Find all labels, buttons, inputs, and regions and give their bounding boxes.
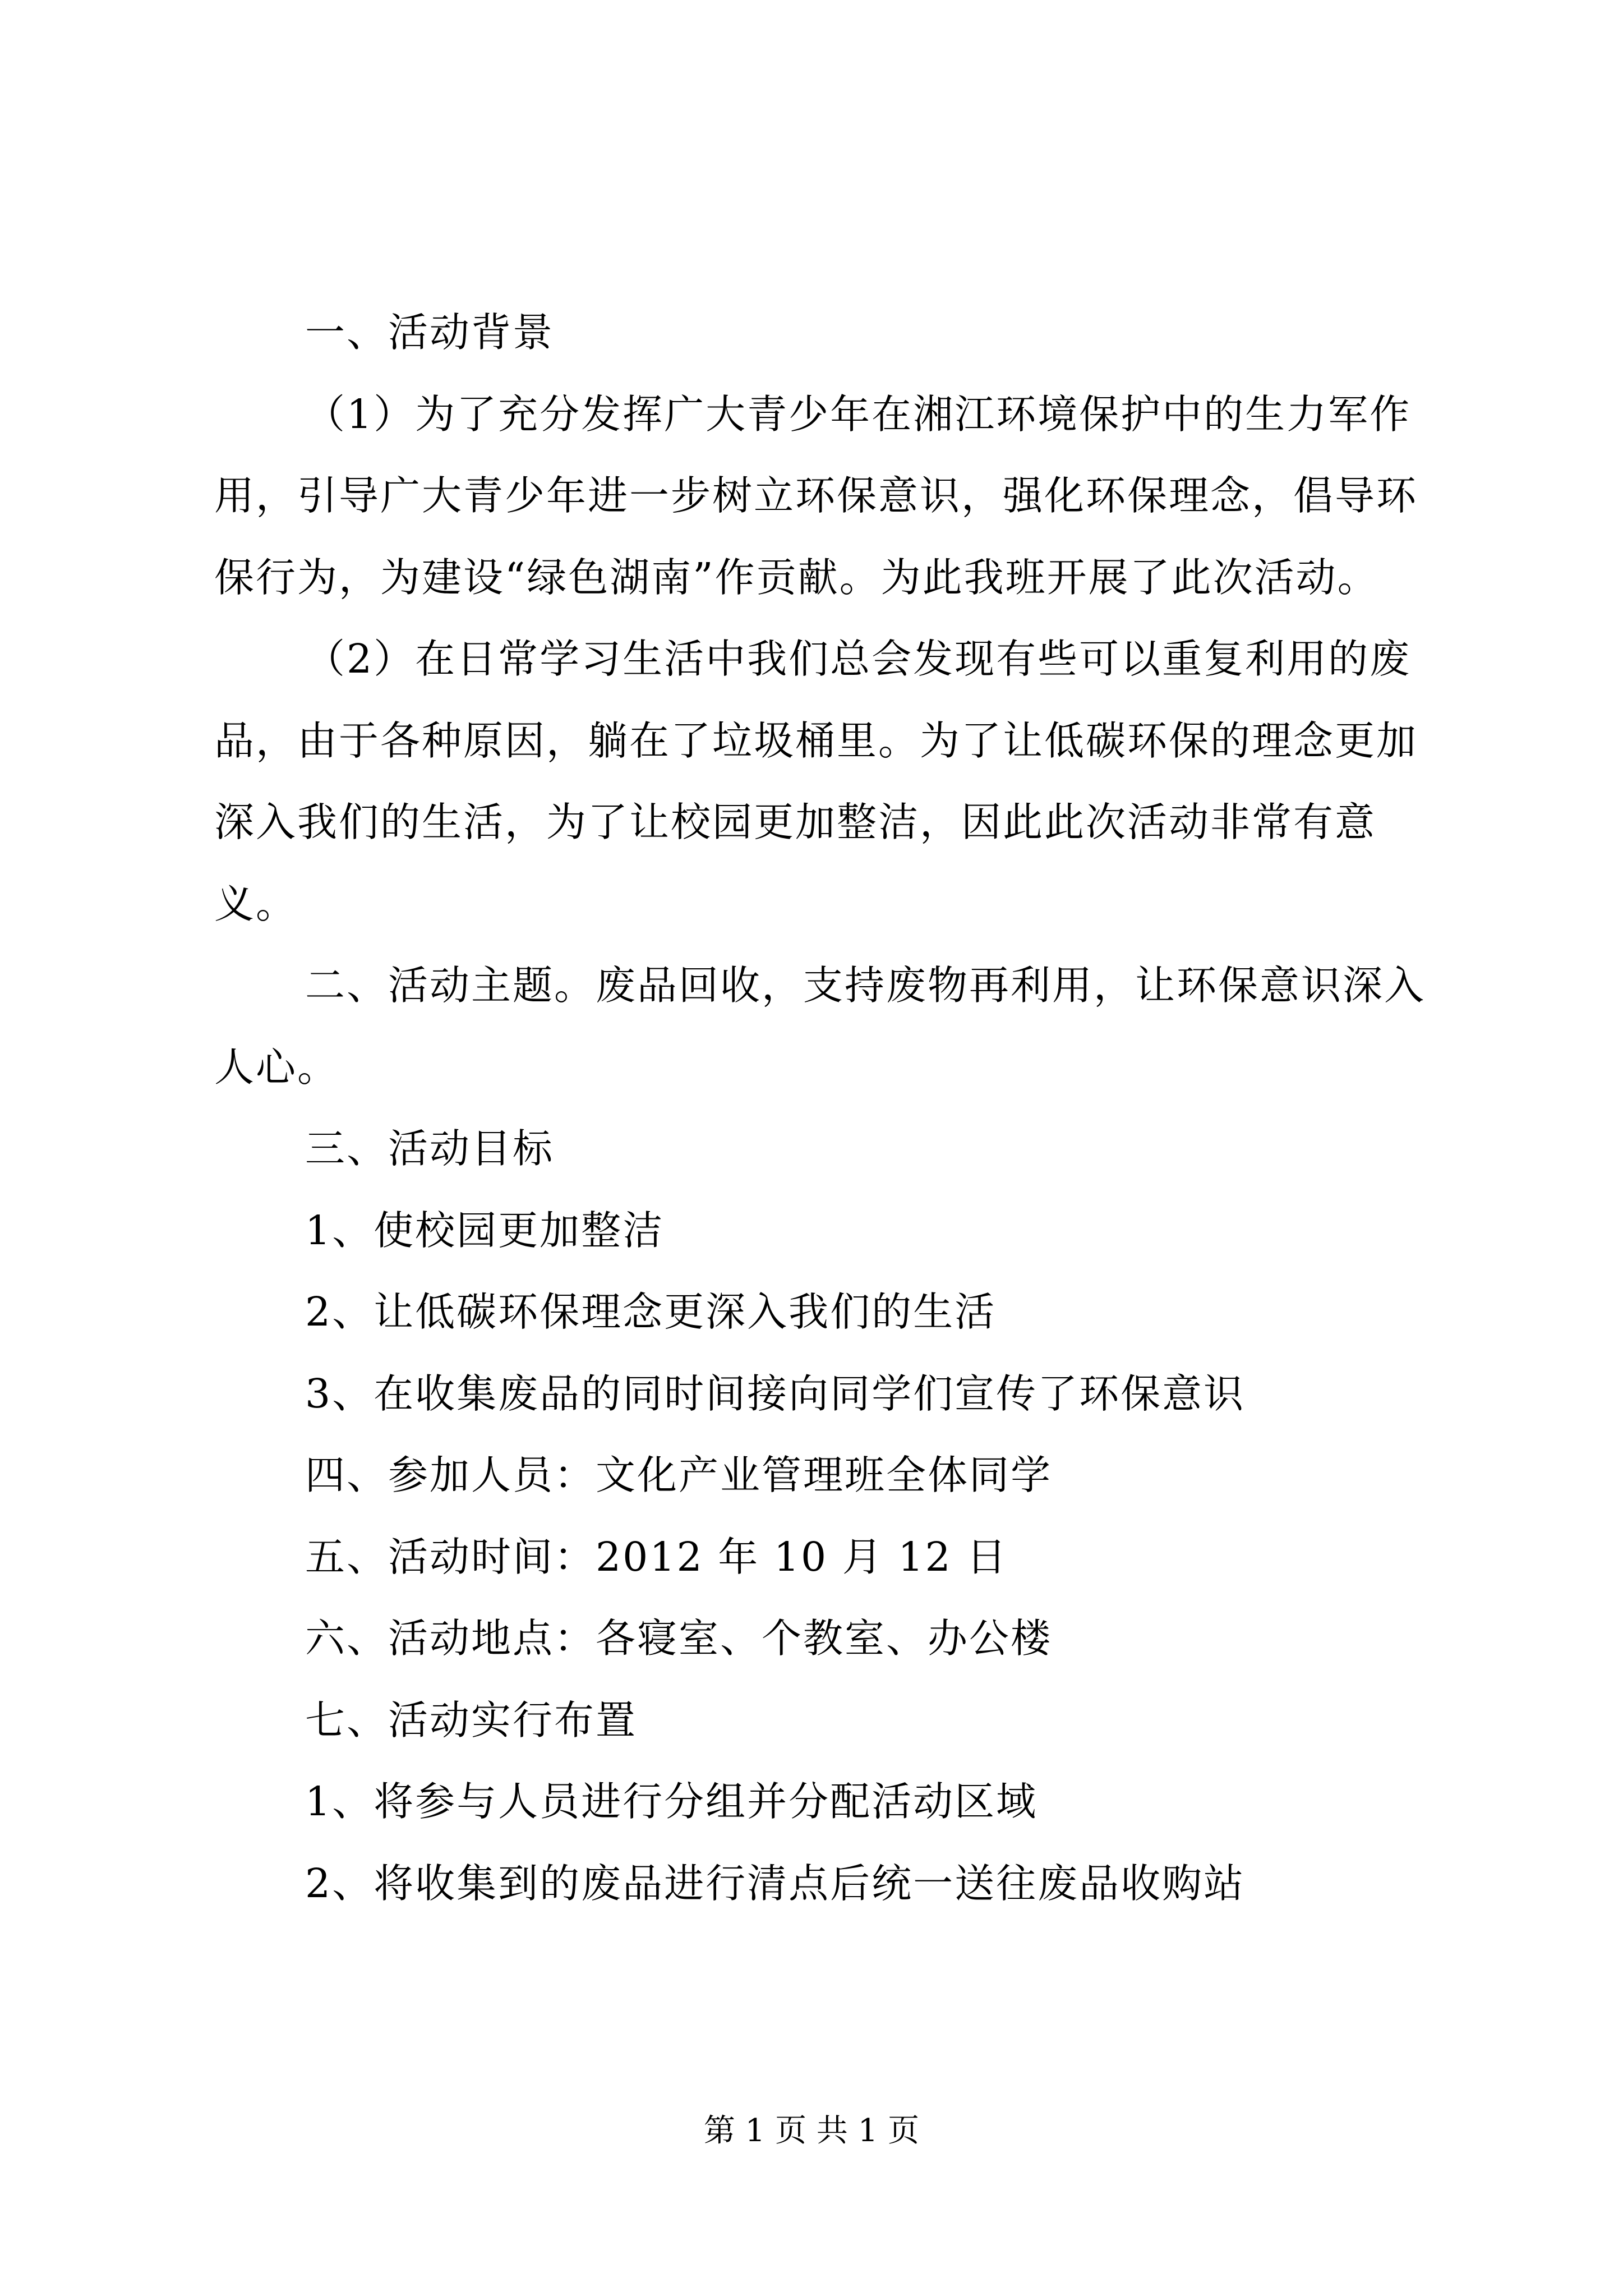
section-participants: 四、参加人员：文化产业管理班全体同学: [305, 1452, 1053, 1498]
section-location: 六、活动地点：各寝室、个教室、办公楼: [305, 1615, 1053, 1662]
goal-item-2: 2、让低碳环保理念更深入我们的生活: [305, 1289, 997, 1335]
goal-item-1: 1、使校园更加整洁: [305, 1207, 665, 1254]
paragraph-background-2: （2）在日常学习生活中我们总会发现有些可以重复利用的废品，由于各种原因，躺在了垃圾桶里。为了让低碳环保的理念更加深入我们的生活，为了让校园更加整洁，因此此次活动非常有意义。: [214, 636, 1418, 927]
section-heading-theme: 二、活动主题。废品回收，支持废物再利用，让环保意识深入人心。: [214, 962, 1426, 1091]
page-footer: 第 1 页 共 1 页: [703, 2113, 920, 2149]
goal-item-3: 3、在收集废品的同时间接向同学们宣传了环保意识: [305, 1370, 1246, 1417]
paragraph-background-1: （1）为了充分发挥广大青少年在湘江环境保护中的生力军作用，引导广大青少年进一步树立环保意识，强化环保理念，倡导环保行为，为建设“绿色湖南”作贡献。为此我班开展了此次活动。: [214, 390, 1418, 601]
arrangement-item-1: 1、将参与人员进行分组并分配活动区域: [305, 1778, 1038, 1825]
section-heading-arrangement: 七、活动实行布置: [305, 1696, 638, 1743]
section-time: 五、活动时间：2012 年 10 月 12 日: [305, 1533, 1008, 1580]
section-heading-goals: 三、活动目标: [305, 1125, 555, 1172]
section-heading-background: 一、活动背景: [305, 309, 555, 356]
document-body: [214, 292, 1426, 1924]
arrangement-item-2: 2、将收集到的废品进行清点后统一送往废品收购站: [305, 1860, 1246, 1907]
